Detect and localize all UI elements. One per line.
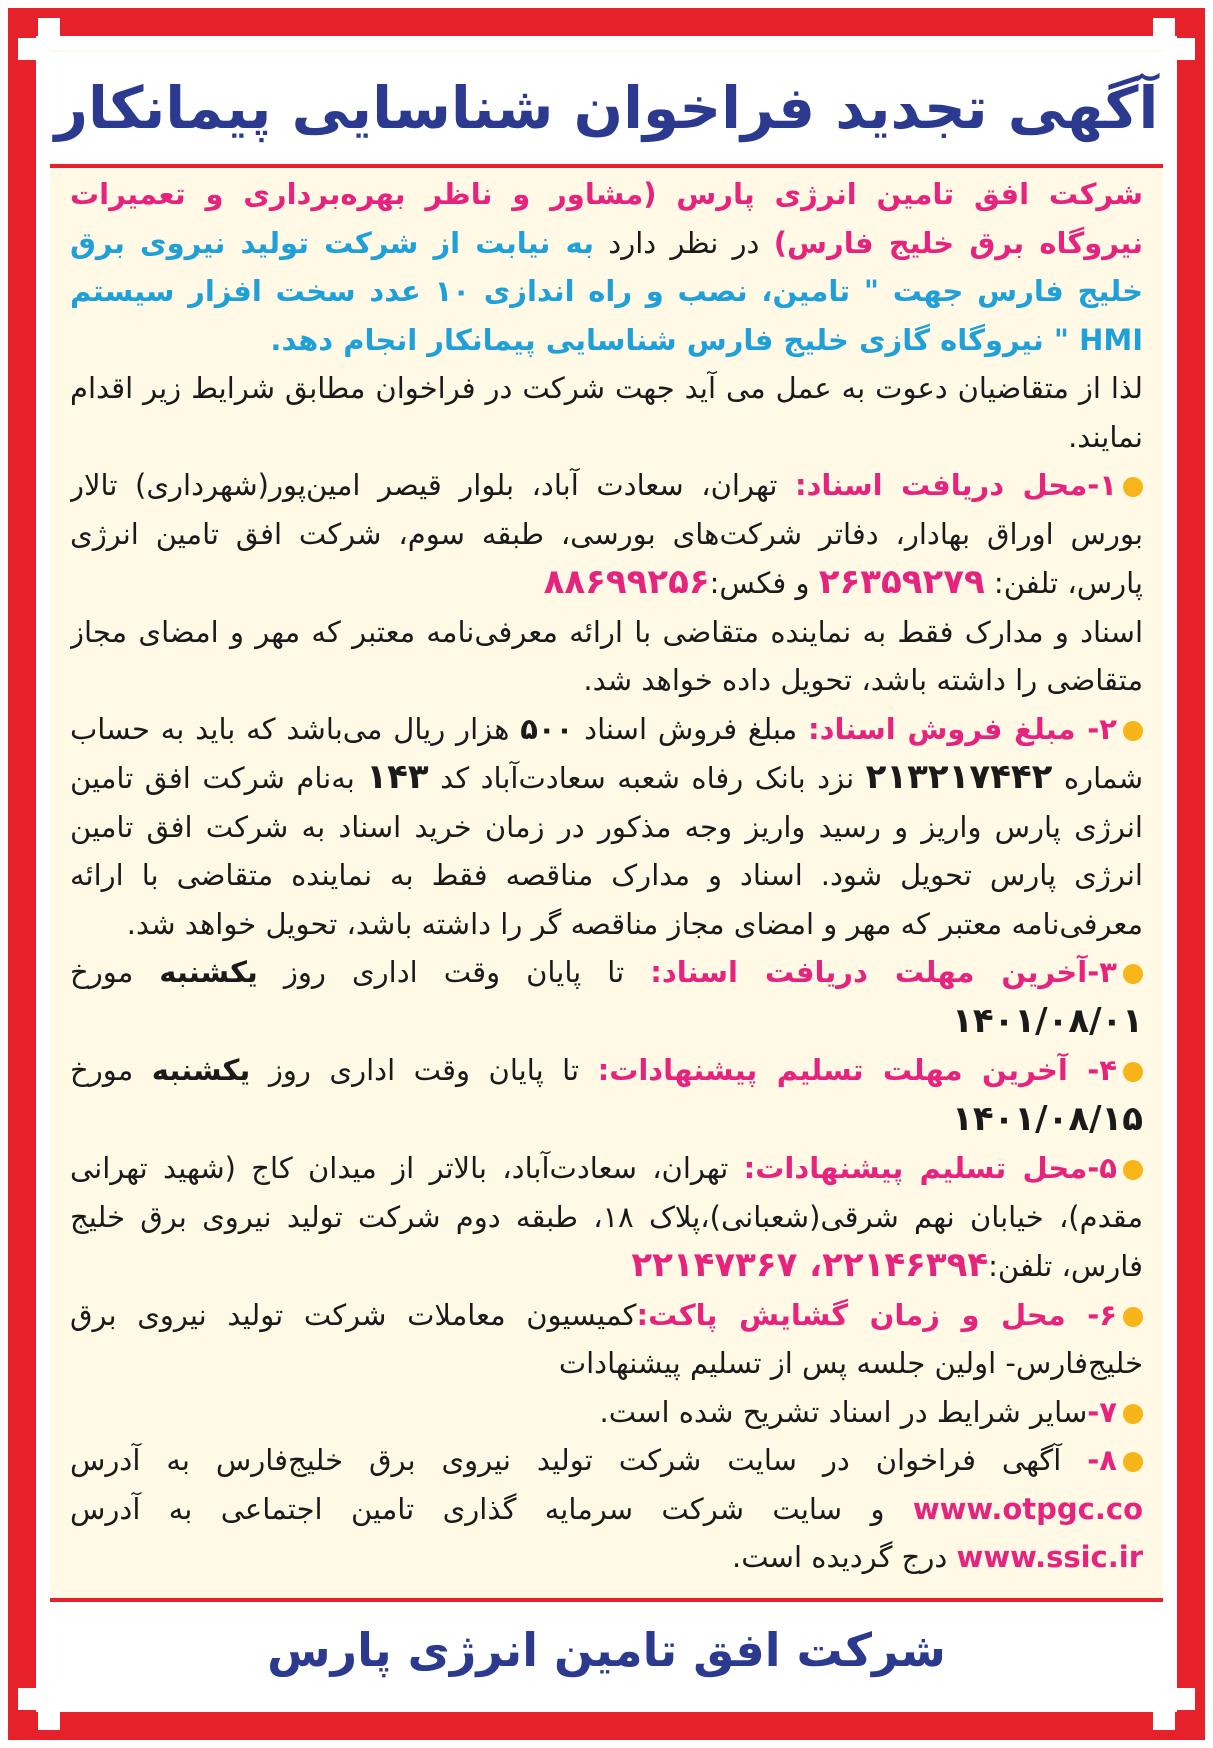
item-1-text2: اسناد و مدارک فقط به نماینده متقاضی با ارائه معرفی‌نامه معتبر که مهر و امضای مجاز متقاضی را داشته باشد، تحویل داده خواهد شد. (70, 614, 1143, 697)
item-8-text-b: و سایت شرکت سرمایه گذاری تامین اجتماعی به آدرس (70, 1491, 913, 1526)
item-4-heading: ۴- آخرین مهلت تسلیم پیشنهادات: (597, 1053, 1117, 1087)
item-4-date: ۱۴۰۱/۰۸/۱۵ (952, 1098, 1143, 1139)
item-7-text: سایر شرایط در اسناد تشریح شده است. (599, 1394, 1088, 1429)
bullet-icon (1123, 1452, 1143, 1472)
item-6-text: کمیسیون معاملات شرکت تولید نیروی برق خلیج‌فارس- اولین جلسه پس از تسلیم پیشنهادات (70, 1297, 1143, 1380)
item-7-heading: ۷- (1087, 1394, 1117, 1429)
item-5 (70, 1144, 1143, 1291)
bullet-icon (1123, 721, 1143, 741)
item-2-text-b: هزار ریال می‌باشد که باید به حساب شماره (70, 711, 1143, 795)
ad-body (70, 170, 1143, 1590)
intro-company: شرکت افق تامین انرژی پارس (مشاور و ناظر بهره‌برداری و تعمیرات نیروگاه برق خلیج فارس) (70, 177, 1143, 260)
item-8-url-otpgc[interactable]: www.otpgc.co (912, 1491, 1143, 1526)
bullet-icon (1123, 964, 1143, 984)
item-2-text-d: به‌نام شرکت افق تامین انرژی پارس واریز و رسید واریز وجه مذکور در زمان خرید اسناد به شرکت افق تامین انرژی پارس تحویل شود. اسناد و مدارک مناقصه فقط به نماینده متقاضی با ارائه معرفی‌نامه معتبر که مهر و امضای مجاز مناقصه گر را داشته باشد، تحویل خواهد شد. (70, 761, 1143, 941)
item-6 (70, 1291, 1143, 1388)
item-1-fax: ۸۸۶۹۹۲۵۶ (543, 562, 710, 602)
item-2-amount: ۵۰۰ (520, 711, 574, 746)
bullet-icon (1123, 477, 1143, 497)
item-2 (70, 705, 1143, 949)
item-2-account: ۲۱۳۲۱۷۴۴۲ (865, 757, 1053, 797)
item-8-url-ssic[interactable]: www.ssic.ir (956, 1540, 1143, 1574)
item-3 (70, 948, 1143, 1046)
item-8-heading: ۸- (1087, 1443, 1117, 1477)
intro-paragraph (70, 170, 1143, 364)
item-3-heading: ۳-آخرین مهلت دریافت اسناد: (650, 955, 1117, 989)
item-1-text: تهران، سعادت آباد، بلوار قیصر امین‌پور(شهرداری) تالار بورس اوراق بهادار، دفاتر شرکت‌های بورسی، طبقه سوم، شرکت افق تامین انرژی پارس، تلفن: (70, 468, 1143, 600)
item-3-date: ۱۴۰۱/۰۸/۰۱ (952, 1000, 1143, 1041)
item-5-text: تهران، سعادت‌آباد، بالاتر از میدان کاج (شهید تهرانی مقدم)، خیابان نهم شرقی(شعبانی)،پلاک ۱۸، طبقه دوم شرکت تولید نیروی برق خلیج فارس، تلفن: (70, 1151, 1143, 1283)
item-4-text-a: تا پایان وقت اداری روز (250, 1053, 598, 1087)
intro-invite: لذا از متقاضیان دعوت به عمل می آید جهت شرکت در فراخوان مطابق شرایط زیر اقدام نمایند. (70, 371, 1143, 454)
bullet-icon (1123, 1404, 1143, 1424)
bullet-icon (1123, 1307, 1143, 1327)
item-1 (70, 461, 1143, 608)
item-8 (70, 1436, 1143, 1582)
item-1-fax-label: و فکس: (709, 566, 819, 600)
intro-on-behalf: به نیابت از شرکت تولید نیروی برق خلیج فارس جهت " تامین، نصب و راه اندازی ۱۰ عدد سخت افزار سیستم HMI " نیروگاه گازی خلیج فارس شناسایی پیمانکار انجام دهد. (70, 225, 1143, 357)
item-5-phones: ۲۲۱۴۶۳۹۴، ۲۲۱۴۷۳۶۷ (631, 1245, 989, 1285)
item-2-code: ۱۴۳ (366, 757, 429, 797)
bullet-icon (1123, 1062, 1143, 1082)
item-4-text-b: مورخ (70, 1053, 152, 1087)
item-1-phone: ۲۶۳۵۹۲۷۹ (818, 562, 985, 602)
item-2-text-c: نزد بانک رفاه شعبه سعادت‌آباد کد (428, 761, 866, 795)
item-7 (70, 1388, 1143, 1437)
item-4 (70, 1046, 1143, 1144)
item-3-text-b: مورخ (70, 955, 160, 989)
ad-title: آگهی تجدید فراخوان شناسایی پیمانکار (50, 52, 1163, 168)
item-4-day: یکشنبه (151, 1053, 251, 1087)
item-6-heading: ۶- محل و زمان گشایش پاکت: (636, 1297, 1117, 1332)
item-2-heading: ۲- مبلغ فروش اسناد: (808, 711, 1117, 746)
item-8-text-a: آگهی فراخوان در سایت شرکت تولید نیروی برق خلیج‌فارس به آدرس (70, 1443, 1088, 1477)
intro-mid: در نظر دارد (594, 225, 774, 260)
item-1-heading: ۱-محل دریافت اسناد: (794, 468, 1117, 502)
item-5-heading: ۵-محل تسلیم پیشنهادات: (743, 1151, 1117, 1185)
item-3-text-a: تا پایان وقت اداری روز (257, 955, 651, 989)
bullet-icon (1123, 1160, 1143, 1180)
item-8-text-c: درج گردیده است. (731, 1540, 957, 1574)
ad-footer-company: شرکت افق تامین انرژی پارس (50, 1598, 1163, 1698)
item-2-text-a: مبلغ فروش اسناد (573, 711, 809, 746)
item-3-day: یکشنبه (159, 955, 258, 989)
